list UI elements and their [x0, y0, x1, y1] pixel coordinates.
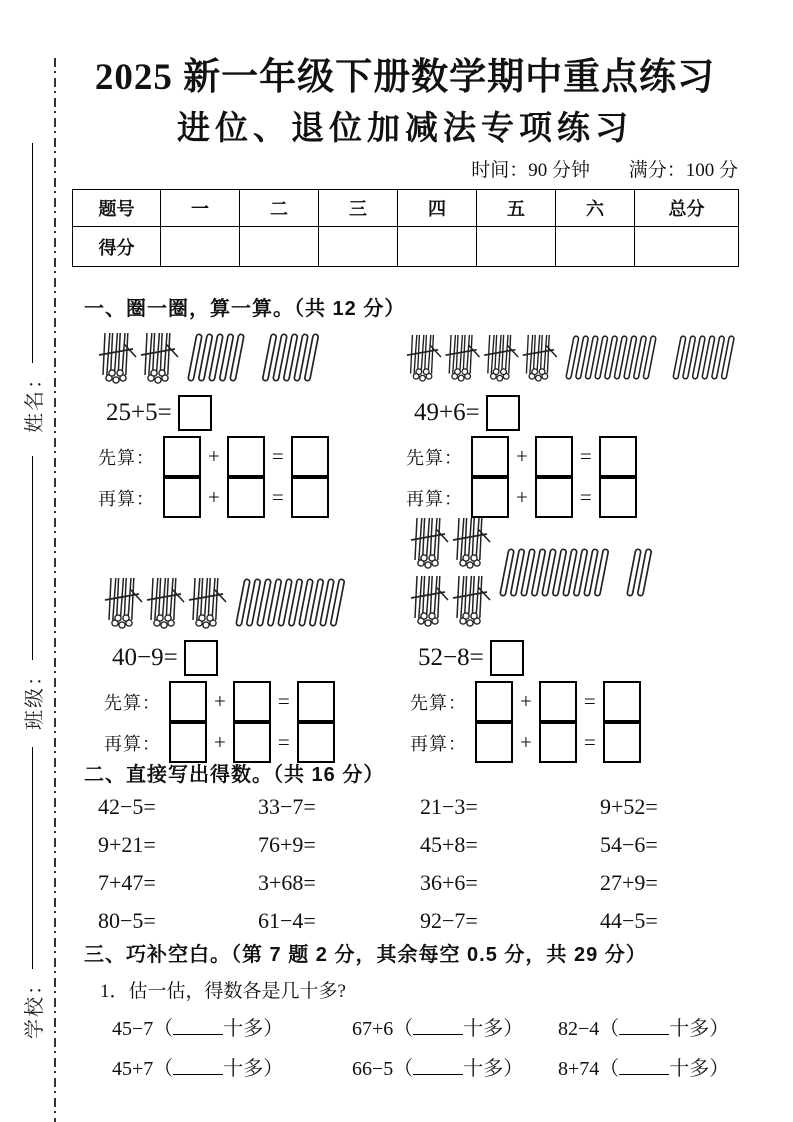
open-paren: （	[599, 1057, 620, 1080]
score-header-cell: 三	[319, 190, 398, 227]
oral-problem[interactable]: 9+52=	[600, 794, 658, 819]
oral-problem[interactable]: 45+8=	[420, 832, 478, 857]
plus-sign: +	[520, 730, 532, 754]
open-paren: （	[153, 1017, 174, 1040]
estimate-suffix: 十多）	[463, 1057, 524, 1080]
estimate-expression: 67+6	[352, 1017, 394, 1040]
estimate-blank[interactable]	[619, 1060, 669, 1075]
second-step-label: 再算：	[104, 733, 161, 754]
estimate-grid	[112, 1006, 754, 1086]
score-input-cell[interactable]	[635, 227, 739, 267]
equals-sign: =	[271, 485, 284, 509]
plus-sign: +	[214, 730, 226, 754]
fold-line	[54, 58, 56, 1122]
answer-box[interactable]	[233, 722, 271, 763]
estimate-blank[interactable]	[413, 1060, 463, 1075]
equals-sign: =	[277, 689, 290, 713]
answer-box[interactable]	[471, 436, 509, 477]
equation-expression: 25+5=	[106, 399, 172, 426]
estimate-expression: 45+7	[112, 1057, 154, 1080]
equals-sign: =	[583, 689, 596, 713]
first-step-row	[104, 681, 406, 722]
estimate-problem	[112, 1012, 352, 1041]
second-step-row	[104, 722, 406, 763]
student-class-field	[17, 456, 47, 730]
score-table	[72, 189, 739, 267]
score-input-cell[interactable]	[319, 227, 398, 267]
answer-box[interactable]	[291, 477, 329, 518]
score-header-cell: 二	[240, 190, 319, 227]
oral-problem[interactable]: 7+47=	[98, 870, 156, 895]
equals-sign: =	[579, 444, 592, 468]
score-header-cell: 总分	[635, 190, 739, 227]
open-paren: （	[393, 1017, 414, 1040]
first-step-label: 先算：	[104, 692, 161, 713]
stick-figure-25	[98, 326, 400, 388]
answer-box[interactable]	[475, 722, 513, 763]
score-header-cell: 题号	[73, 190, 161, 227]
plus-sign: +	[520, 689, 532, 713]
estimate-expression: 45−7	[112, 1017, 154, 1040]
student-class-label: 班级：	[23, 664, 46, 730]
student-school-field	[17, 747, 47, 1039]
oral-problem[interactable]: 3+68=	[258, 870, 316, 895]
estimate-suffix: 十多）	[669, 1057, 730, 1080]
student-name-field	[17, 143, 47, 433]
second-step-row	[406, 477, 742, 518]
score-table-score-row	[73, 227, 739, 267]
equation-row	[410, 635, 740, 681]
plus-sign: +	[516, 485, 528, 509]
estimate-problem	[352, 1052, 558, 1081]
answer-box[interactable]	[599, 436, 637, 477]
estimate-problem	[112, 1052, 352, 1081]
first-step-row	[98, 436, 400, 477]
oral-problem[interactable]: 33−7=	[258, 794, 316, 819]
estimate-expression: 82−4	[558, 1017, 600, 1040]
score-table-header-row	[73, 190, 739, 227]
exam-time: 时间：90 分钟	[471, 160, 590, 181]
plus-sign: +	[208, 485, 220, 509]
section1-problem-4	[410, 515, 740, 763]
answer-box[interactable]	[539, 681, 577, 722]
estimate-suffix: 十多）	[223, 1017, 284, 1040]
oral-problem[interactable]: 36+6=	[420, 870, 478, 895]
exam-meta	[70, 155, 738, 182]
student-school-label: 学校：	[23, 973, 46, 1039]
section2-heading: 二、直接写出得数。（共 16 分）	[84, 764, 385, 786]
oral-problem[interactable]: 80−5=	[98, 908, 156, 933]
answer-box[interactable]	[169, 681, 207, 722]
oral-problem[interactable]: 61−4=	[258, 908, 316, 933]
oral-problem[interactable]: 76+9=	[258, 832, 316, 857]
first-step-label: 先算：	[98, 447, 155, 468]
answer-box[interactable]	[539, 722, 577, 763]
open-paren: （	[393, 1057, 414, 1080]
section1-heading: 一、圈一圈，算一算。（共 12 分）	[84, 298, 406, 320]
answer-box[interactable]	[490, 640, 524, 676]
score-header-cell: 一	[161, 190, 240, 227]
section1-problem-2	[406, 326, 742, 518]
estimate-expression: 66−5	[352, 1057, 394, 1080]
score-input-cell[interactable]	[556, 227, 635, 267]
estimate-item-label: 1．估一估，得数各是几十多?	[100, 981, 346, 1002]
answer-box[interactable]	[169, 722, 207, 763]
estimate-blank[interactable]	[173, 1060, 223, 1075]
estimate-blank[interactable]	[619, 1020, 669, 1035]
answer-box[interactable]	[163, 436, 201, 477]
student-name-label: 姓名：	[23, 367, 46, 433]
answer-box[interactable]	[535, 436, 573, 477]
stick-figure-52	[410, 515, 740, 633]
score-header-cell: 五	[477, 190, 556, 227]
first-step-row	[410, 681, 740, 722]
estimate-problem	[558, 1012, 754, 1041]
oral-problem[interactable]: 54−6=	[600, 832, 658, 857]
answer-box[interactable]	[297, 681, 335, 722]
answer-box[interactable]	[599, 477, 637, 518]
answer-box[interactable]	[227, 436, 265, 477]
section3-heading: 三、巧补空白。（第 7 题 2 分，其余每空 0.5 分，共 29 分）	[84, 944, 647, 966]
second-step-label: 再算：	[98, 488, 155, 509]
score-header-cell: 六	[556, 190, 635, 227]
second-step-row	[98, 477, 400, 518]
worksheet-title: 2025 新一年级下册数学期中重点练习	[94, 57, 716, 98]
answer-box[interactable]	[227, 477, 265, 518]
answer-box[interactable]	[603, 681, 641, 722]
first-step-row	[406, 436, 742, 477]
estimate-problem	[558, 1052, 754, 1081]
estimate-problem	[352, 1012, 558, 1041]
answer-box[interactable]	[471, 477, 509, 518]
exam-full-score: 满分：100 分	[628, 160, 738, 181]
first-step-label: 先算：	[406, 447, 463, 468]
equation-expression: 49+6=	[414, 399, 480, 426]
answer-box[interactable]	[535, 477, 573, 518]
open-paren: （	[153, 1057, 174, 1080]
student-name-blank[interactable]	[32, 143, 33, 363]
equation-row	[406, 390, 742, 436]
equation-expression: 52−8=	[418, 644, 484, 671]
oral-problem[interactable]: 9+21=	[98, 832, 156, 857]
answer-box[interactable]	[163, 477, 201, 518]
oral-problem[interactable]: 42−5=	[98, 794, 156, 819]
estimate-suffix: 十多）	[463, 1017, 524, 1040]
student-school-blank[interactable]	[32, 747, 33, 969]
score-input-cell[interactable]	[161, 227, 240, 267]
equals-sign: =	[277, 730, 290, 754]
oral-calc-grid	[98, 788, 720, 940]
plus-sign: +	[516, 444, 528, 468]
equals-sign: =	[271, 444, 284, 468]
estimate-suffix: 十多）	[223, 1057, 284, 1080]
second-step-label: 再算：	[410, 733, 467, 754]
plus-sign: +	[214, 689, 226, 713]
equals-sign: =	[579, 485, 592, 509]
score-row-label: 得分	[73, 227, 161, 267]
score-input-cell[interactable]	[240, 227, 319, 267]
estimate-blank[interactable]	[173, 1020, 223, 1035]
equals-sign: =	[583, 730, 596, 754]
second-step-row	[410, 722, 740, 763]
section1-problem-1	[98, 326, 400, 518]
estimate-suffix: 十多）	[669, 1017, 730, 1040]
answer-box[interactable]	[297, 722, 335, 763]
answer-box[interactable]	[233, 681, 271, 722]
answer-box[interactable]	[486, 395, 520, 431]
oral-problem[interactable]: 21−3=	[420, 794, 478, 819]
answer-box[interactable]	[291, 436, 329, 477]
first-step-label: 先算：	[410, 692, 467, 713]
second-step-label: 再算：	[406, 488, 463, 509]
answer-box[interactable]	[178, 395, 212, 431]
section1-problem-3	[104, 515, 406, 763]
equation-row	[104, 635, 406, 681]
answer-box[interactable]	[475, 681, 513, 722]
estimate-blank[interactable]	[413, 1020, 463, 1035]
oral-problem[interactable]: 44−5=	[600, 908, 658, 933]
answer-box[interactable]	[603, 722, 641, 763]
score-input-cell[interactable]	[477, 227, 556, 267]
stick-figure-40	[104, 515, 406, 633]
open-paren: （	[599, 1017, 620, 1040]
estimate-expression: 8+74	[558, 1057, 600, 1080]
equation-expression: 40−9=	[112, 644, 178, 671]
equation-row	[98, 390, 400, 436]
oral-problem[interactable]: 27+9=	[600, 870, 658, 895]
score-input-cell[interactable]	[398, 227, 477, 267]
oral-problem[interactable]: 92−7=	[420, 908, 478, 933]
score-header-cell: 四	[398, 190, 477, 227]
plus-sign: +	[208, 444, 220, 468]
answer-box[interactable]	[184, 640, 218, 676]
stick-figure-49	[406, 326, 742, 388]
worksheet-subtitle: 进位、退位加减法专项练习	[177, 111, 633, 147]
student-class-blank[interactable]	[32, 456, 33, 660]
